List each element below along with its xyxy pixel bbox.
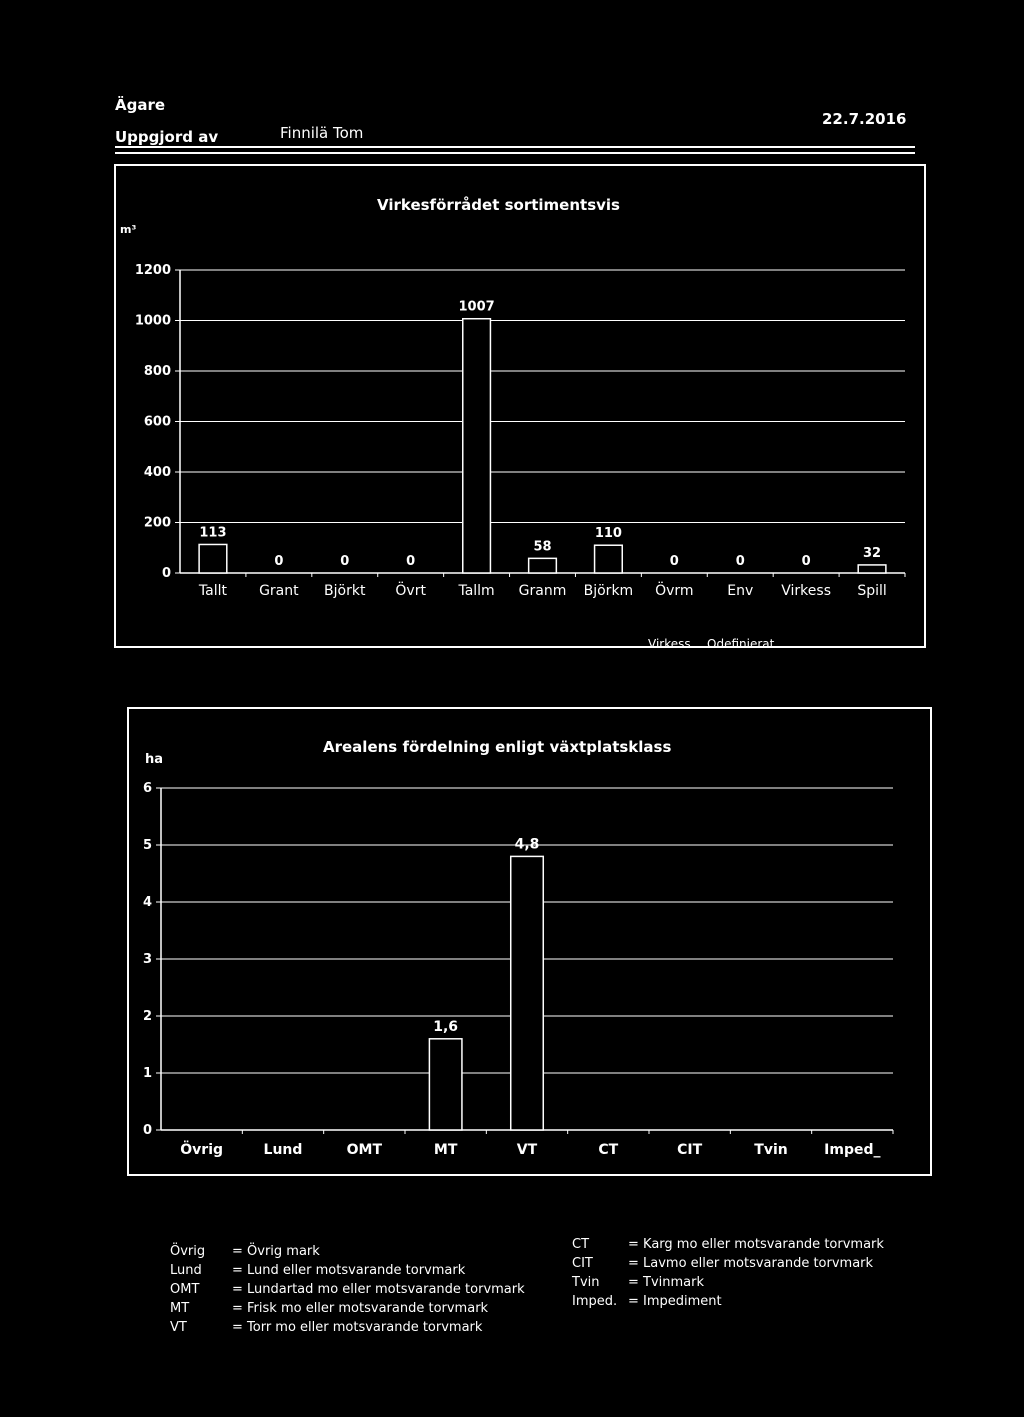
x-tick-label: Spill bbox=[857, 583, 887, 599]
legend-key: OMT bbox=[170, 1282, 200, 1297]
legend-item bbox=[572, 1292, 884, 1311]
x-tick-label: Björkm bbox=[583, 583, 634, 599]
legend-key: VT bbox=[170, 1320, 187, 1335]
data-label: 0 bbox=[735, 554, 745, 569]
y-tick-label: 600 bbox=[143, 414, 171, 430]
prepared-by-label: Uppgjord av bbox=[115, 128, 219, 146]
chart-title: Virkesförrådet sortimentsvis bbox=[377, 196, 620, 214]
legend-key: Övrig bbox=[170, 1244, 206, 1259]
owner-label: Ägare bbox=[115, 96, 166, 114]
legend-right bbox=[572, 1235, 884, 1311]
legend-item bbox=[572, 1273, 884, 1292]
y-axis-unit: ha bbox=[145, 752, 164, 767]
data-label: 110 bbox=[594, 526, 622, 542]
x-tick-label: Tallt bbox=[198, 583, 228, 599]
legend-desc: = Lund eller motsvarande torvmark bbox=[232, 1263, 466, 1278]
x-tick-label: CIT bbox=[677, 1142, 703, 1158]
prepared-by-value: Finnilä Tom bbox=[280, 124, 364, 142]
legend-item bbox=[170, 1242, 525, 1261]
legend-desc: = Torr mo eller motsvarande torvmark bbox=[232, 1320, 483, 1335]
y-tick-label: 400 bbox=[143, 465, 171, 480]
chart-frame bbox=[115, 165, 925, 647]
data-label: 0 bbox=[669, 554, 679, 569]
x-tick-label: Granm bbox=[518, 583, 567, 599]
legend-item bbox=[572, 1254, 884, 1273]
y-tick-label: 200 bbox=[143, 515, 171, 531]
data-label: 0 bbox=[801, 554, 811, 569]
y-tick-label: 1000 bbox=[134, 313, 171, 329]
legend-item bbox=[170, 1261, 525, 1280]
chart-title: Arealens fördelning enligt växtplatsklass bbox=[323, 738, 672, 756]
x-tick-label: Övrm bbox=[655, 583, 694, 599]
y-tick-label: 800 bbox=[143, 364, 171, 379]
x-tick-label: VT bbox=[516, 1142, 538, 1158]
x-tick-label: Lund bbox=[263, 1142, 303, 1158]
y-tick-label: 0 bbox=[142, 1123, 152, 1138]
legend-item bbox=[170, 1280, 525, 1299]
x-tick-label: Grant bbox=[259, 583, 299, 599]
data-label: 1007 bbox=[458, 299, 495, 315]
y-tick-label: 2 bbox=[142, 1009, 152, 1024]
footnote-odefinierat: Odefinierat bbox=[707, 637, 775, 651]
legend-item bbox=[572, 1235, 884, 1254]
legend-key: Tvin bbox=[572, 1275, 600, 1290]
y-tick-label: 4 bbox=[142, 895, 152, 910]
legend-desc: = Tvinmark bbox=[628, 1275, 705, 1290]
chart-area-by-site-class bbox=[125, 700, 937, 1185]
x-tick-label: MT bbox=[433, 1142, 458, 1158]
report-date: 22.7.2016 bbox=[822, 110, 907, 128]
x-tick-label: OMT bbox=[346, 1142, 383, 1158]
legend-key: CIT bbox=[572, 1256, 593, 1271]
x-tick-label: Tvin bbox=[754, 1142, 788, 1158]
bar bbox=[463, 319, 491, 573]
bar bbox=[529, 558, 557, 573]
x-tick-label: Björkt bbox=[324, 583, 366, 599]
legend-desc: = Impediment bbox=[628, 1294, 722, 1309]
y-tick-label: 0 bbox=[161, 566, 171, 581]
footnote-virkess: Virkess. bbox=[648, 637, 695, 651]
data-label: 113 bbox=[199, 525, 227, 541]
x-tick-label: Imped_ bbox=[824, 1142, 881, 1158]
bar bbox=[429, 1039, 462, 1130]
legend-key: CT bbox=[572, 1237, 590, 1252]
legend-item bbox=[170, 1318, 525, 1337]
x-tick-label: Env bbox=[727, 583, 754, 599]
x-tick-label: Övrig bbox=[180, 1142, 224, 1158]
data-label: 1,6 bbox=[433, 1018, 459, 1035]
y-tick-label: 6 bbox=[142, 781, 152, 796]
data-label: 4,8 bbox=[514, 836, 540, 853]
x-tick-label: Tallm bbox=[458, 583, 495, 599]
legend-key: MT bbox=[170, 1301, 190, 1316]
x-tick-label: Virkess bbox=[781, 583, 832, 599]
legend-desc: = Frisk mo eller motsvarande torvmark bbox=[232, 1301, 489, 1316]
data-label: 0 bbox=[340, 554, 350, 569]
data-label: 58 bbox=[533, 539, 552, 555]
data-label: 0 bbox=[274, 554, 284, 569]
y-tick-label: 1 bbox=[142, 1066, 152, 1081]
chart-volume-by-assortment bbox=[110, 160, 930, 660]
legend-left bbox=[170, 1242, 525, 1337]
legend-desc: = Lundartad mo eller motsvarande torvmark bbox=[232, 1282, 525, 1297]
header-divider-bottom bbox=[115, 152, 915, 154]
legend-desc: = Lavmo eller motsvarande torvmark bbox=[628, 1256, 874, 1271]
legend-desc: = Övrig mark bbox=[232, 1244, 320, 1259]
header-divider-top bbox=[115, 146, 915, 148]
legend-desc: = Karg mo eller motsvarande torvmark bbox=[628, 1237, 884, 1252]
y-tick-label: 5 bbox=[142, 838, 152, 853]
bar bbox=[595, 545, 623, 573]
legend-key: Imped. bbox=[572, 1294, 618, 1309]
y-axis-unit: m³ bbox=[120, 223, 137, 236]
data-label: 0 bbox=[406, 554, 416, 569]
legend-item bbox=[170, 1299, 525, 1318]
y-tick-label: 3 bbox=[142, 952, 152, 967]
x-tick-label: Övrt bbox=[395, 583, 426, 599]
x-tick-label: CT bbox=[598, 1142, 619, 1158]
data-label: 32 bbox=[862, 545, 882, 561]
bar bbox=[511, 856, 544, 1130]
legend-key: Lund bbox=[170, 1263, 202, 1278]
y-tick-label: 1200 bbox=[134, 263, 171, 278]
bar bbox=[199, 544, 227, 573]
bar bbox=[858, 565, 886, 573]
